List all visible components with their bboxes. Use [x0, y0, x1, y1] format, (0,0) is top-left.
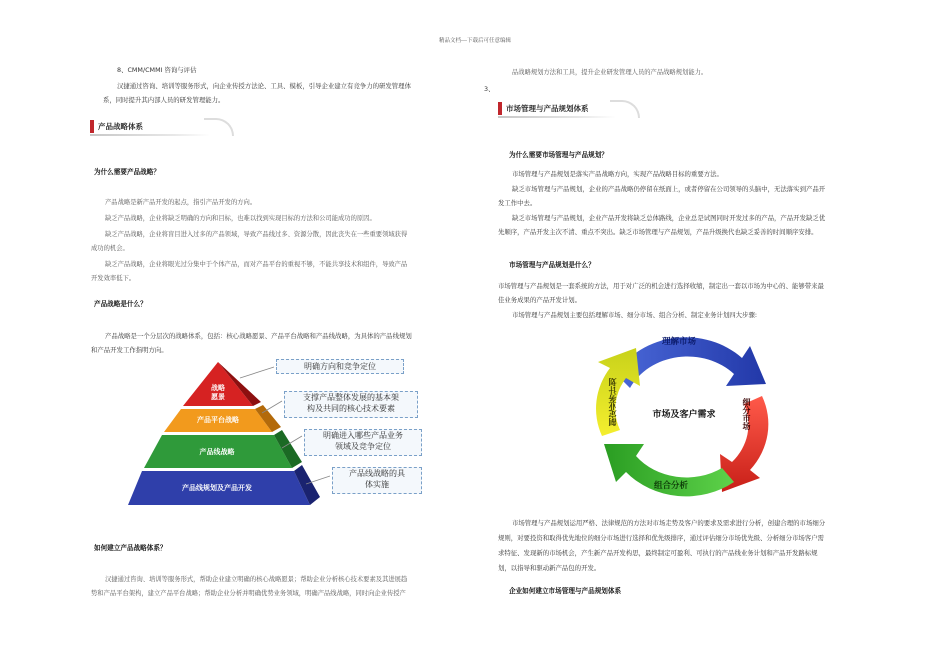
pyramid-level-platform: 产品平台战略: [197, 415, 239, 424]
method-line: 规则，对要投资和取得优先地位的细分市场进行选择和优先级排序，通过评估细分市场优先级、分析细分市场客户需: [498, 534, 824, 542]
what-line: 市场管理与产品规划是一套系统的方法，用于对广泛的机会进行选择收缩，制定出一套以市场为中心的、能够带来最: [498, 282, 824, 290]
method-line: 划，以指导和驱动新产品包的开发。: [498, 564, 601, 572]
para-line: 缺乏产品战略，企业将眼光过分集中于个体产品，而对产品平台的重视不够，不能共享技术和组件，导致产品: [105, 261, 408, 268]
section-marker: [498, 102, 502, 115]
what-market-paragraph: [498, 279, 883, 322]
how-strategy-paragraph: [91, 573, 466, 601]
def-line: 产品战略是一个分层次的战略体系，包括：核心战略愿景、产品平台战略和产品线战略，为具体的产品线规划: [105, 332, 412, 340]
cycle-center-label: 市场及客户需求: [652, 410, 716, 420]
pyramid-box-business-domain: 明确进入哪些产品业务 领域及竞争定位: [304, 429, 422, 456]
cmm-heading: 8、CMM/CMMI 咨询与评估: [117, 66, 197, 74]
cmm-paragraph: [103, 79, 463, 107]
cycle-step-business-plan: 制定业务计划: [607, 378, 617, 426]
section-title: 产品战略体系: [98, 122, 143, 131]
method-line: 求特征、发现新的市场机会，产生新产品开发构思，最终制定可盈利、可执行的产品线业务计划和产品开发路标规: [498, 549, 818, 557]
how-line: 势和产品平台架构，建立产品平台战略；帮助企业分析并明确优势业务领域，明确产品线战略，同时向企业传授产: [91, 590, 406, 597]
para-line: 成功的机会。: [91, 245, 129, 252]
para-line: 缺乏产品战略，企业将盲目进入过多的产品领域，导致产品线过多、资源分散，因此丧失在一些重要领域获得: [105, 231, 408, 238]
why-line: 缺乏市场管理与产品规划，企业产品开发将缺乏总体路线，企业总是试图同时开发过多的产品，产品开发缺乏优: [512, 214, 826, 222]
page-header: 精品文档---下载后可任意编辑: [439, 38, 511, 44]
section-header-market-management: [498, 100, 640, 120]
what-line: 市场管理与产品规划主要包括理解市场、细分市场、组合分析、制定业务计划四大步骤:: [512, 311, 757, 319]
strategy-pyramid-figure: [122, 356, 442, 512]
pyramid-box-architecture: 支撑产品整体发展的基本架 构及共同的核心技术要素: [284, 391, 418, 418]
para-line: 产品战略是新产品开发的起点，指引产品开发的方向。: [105, 199, 257, 206]
why-line: 先顺序，产品开发主次不清、重点不突出。缺乏市场管理与产品规划，产品升级换代也缺乏妥善的时间顺序安排。: [498, 228, 818, 236]
pyramid-level-planning: 产品线规划及产品开发: [182, 483, 252, 492]
para-line: 开发效率低下。: [91, 275, 136, 282]
def-line: 和产品开发工作指明方向。: [91, 346, 168, 354]
what-line: 佳业务成果的产品开发计划。: [498, 296, 582, 304]
section-swoosh: [610, 100, 640, 118]
right-continuation-line: 品战略规划方法和工具，提升企业研发管理人员的产品战略规划能力。: [512, 69, 708, 76]
why-line: 市场管理与产品规划是落实产品战略方向，实现产品战略目标的重要方法。: [512, 170, 723, 178]
cycle-step-segment: 细分市场: [742, 398, 752, 430]
question-how-strategy: 如何建立产品战略体系？: [94, 544, 167, 552]
para-line: 缺乏产品战略，企业将缺乏明确的方向和目标，也难以找到实现目标的方法和公司能成功的原因。: [105, 215, 376, 222]
why-market-paragraph: [498, 167, 878, 239]
market-cycle-diagram: [574, 322, 794, 512]
question-what-strategy: 产品战略是什么？: [94, 300, 147, 308]
pyramid-level-product-line: 产品线战略: [199, 447, 235, 456]
pyramid-box-implementation: 产品线战略的具 体实施: [332, 467, 422, 494]
section-title: 市场管理与产品规划体系: [506, 104, 589, 113]
section-marker: [90, 120, 94, 133]
cycle-step-portfolio: 组合分析: [654, 481, 689, 491]
pyramid-level-vision: 战略 愿景: [211, 383, 225, 401]
method-line: 市场管理与产品规划运用严格、法律规范的方法对市场走势及客户的要求及需求进行分析，创建合理的市场细分: [512, 519, 826, 527]
question-what-market: 市场管理与产品规划是什么？: [509, 261, 595, 269]
market-method-paragraph: [498, 516, 883, 575]
why-line: 缺乏市场管理与产品规划，企业的产品战略仍停留在纸面上，或者停留在公司领导的头脑中，无法落实到产品开: [512, 185, 826, 193]
question-how-market: 企业如何建立市场管理与产品规划体系: [509, 587, 622, 595]
strategy-definition: [91, 329, 466, 357]
how-line: 汉捷通过咨询、培训等服务形式，帮助企业建立明确的核心战略愿景；帮助企业分析核心技术要素及其进展趋: [105, 576, 408, 583]
question-why-market: 为什么需要市场管理与产品规划？: [509, 151, 608, 159]
question-why-strategy: 为什么需要产品战略？: [94, 168, 160, 176]
section-number: 3、: [484, 85, 495, 93]
section-divider: [498, 116, 616, 118]
strategy-paragraphs: [91, 196, 461, 286]
cmm-line: 汉捷通过咨询、培训等服务形式，向企业传授方法论、工具、模板，引导企业建立有竞争力的研发管理体: [117, 82, 411, 90]
why-line: 发工作中去。: [498, 199, 537, 207]
section-header-product-strategy: [90, 118, 234, 138]
cycle-step-understand: 理解市场: [662, 337, 697, 347]
section-divider: [90, 134, 210, 136]
cmm-line: 系，同时提升其内部人员的研发管理能力。: [103, 96, 225, 104]
pyramid-box-direction: 明确方向和竞争定位: [276, 359, 404, 374]
section-swoosh: [204, 118, 234, 136]
